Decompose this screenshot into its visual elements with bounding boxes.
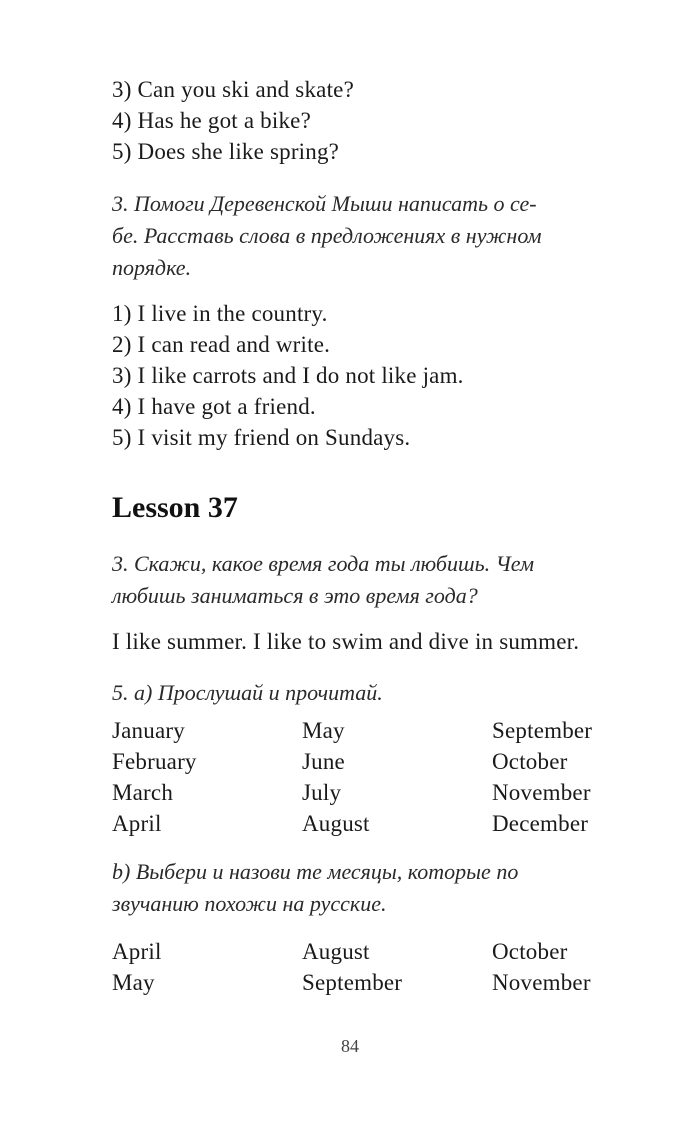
task-5b-instruction <box>112 856 518 920</box>
page-number: 84 <box>341 1036 359 1056</box>
sentence-3: 3) I like carrots and I do not like jam. <box>112 363 464 388</box>
month: May <box>302 718 345 743</box>
months-column-2 <box>302 715 370 839</box>
sentence-2: 2) I can read and write. <box>112 332 331 357</box>
lesson-task-3-instruction <box>112 548 534 612</box>
sentence-4: 4) I have got a friend. <box>112 394 316 419</box>
month: July <box>302 780 342 805</box>
similar-months-column-1 <box>112 936 162 998</box>
task-5a-title: 5. a) Прослушай и прочитай. <box>112 680 383 705</box>
month: October <box>492 939 568 964</box>
question-3: 3) Can you ski and skate? <box>112 77 354 102</box>
month: February <box>112 749 197 774</box>
similar-months-column-3 <box>492 936 591 998</box>
months-column-3 <box>492 715 592 839</box>
task-5b-line-2: звучанию похожи на русские. <box>112 891 387 916</box>
months-column-1 <box>112 715 197 839</box>
month: March <box>112 780 174 805</box>
sentence-5: 5) I visit my friend on Sundays. <box>112 425 411 450</box>
month: September <box>302 970 403 995</box>
questions-list <box>112 74 354 167</box>
lesson-task-3-line-2: любишь заниматься в это время года? <box>112 583 478 608</box>
task-3-line-3: порядке. <box>112 255 192 280</box>
sentence-1: 1) I live in the country. <box>112 301 328 326</box>
similar-months-column-2 <box>302 936 402 998</box>
month: September <box>492 718 593 743</box>
lesson-task-3-line-1: 3. Скажи, какое время года ты любишь. Чем <box>112 551 534 576</box>
month: November <box>492 780 591 805</box>
task-3-instruction <box>112 188 542 284</box>
month: April <box>112 939 162 964</box>
month: August <box>302 939 370 964</box>
month: April <box>112 811 162 836</box>
month: January <box>112 718 185 743</box>
month: May <box>112 970 155 995</box>
month: June <box>302 749 345 774</box>
sentences-list <box>112 298 464 453</box>
lesson-task-3-answer: I like summer. I like to swim and dive in summer. <box>112 629 580 654</box>
task-5b-line-1: b) Выбери и назови те месяцы, которые по <box>112 859 519 884</box>
month: October <box>492 749 568 774</box>
task-3-line-1: 3. Помоги Деревенской Мыши написать о се- <box>112 191 537 216</box>
task-3-line-2: бе. Расставь слова в предложениях в нужном <box>112 223 542 248</box>
lesson-title: Lesson 37 <box>112 491 238 524</box>
question-4: 4) Has he got a bike? <box>112 108 311 133</box>
month: December <box>492 811 589 836</box>
month: November <box>492 970 591 995</box>
question-5: 5) Does she like spring? <box>112 139 340 164</box>
month: August <box>302 811 370 836</box>
